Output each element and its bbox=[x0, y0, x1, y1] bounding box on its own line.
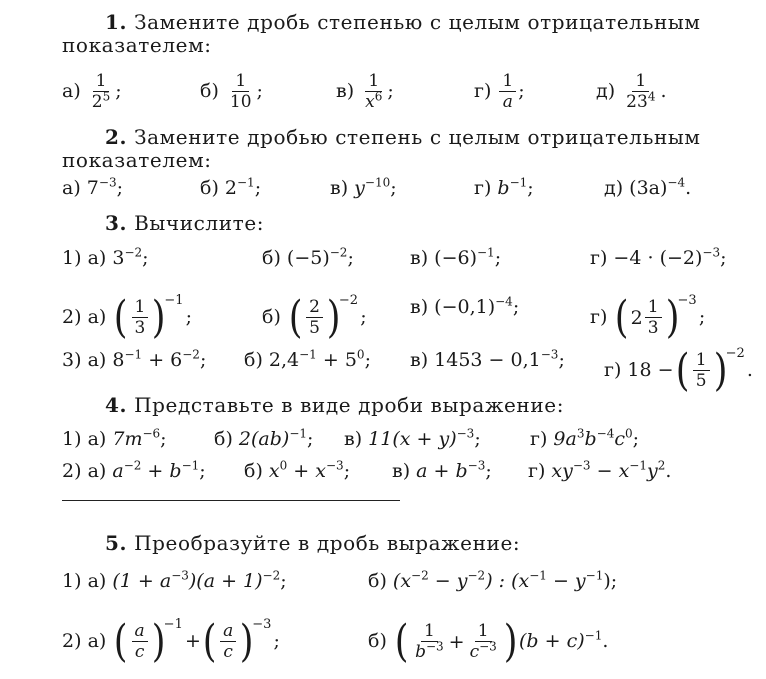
t1-g: г) $\frac{1}{a}$ ; bbox=[474, 71, 525, 112]
t5-r2-a: 2) а) ( a c ) −1 + ( a c ) −3 ; bbox=[62, 616, 280, 667]
t3-r2-b: б) ( 2 5 ) −2 ; bbox=[262, 292, 367, 343]
t3-r3-g: г) 18 − ( 1 5 ) −2 . bbox=[604, 345, 753, 396]
task-4-title: 4. Представьте в виде дроби выражение: bbox=[105, 393, 565, 417]
t3-r1-c: в) $(-6)^{-1}$; bbox=[410, 245, 502, 269]
task-1-title: 1. Замените дробь степенью с целым отрицательным bbox=[105, 10, 701, 34]
t2-a: а) $7^{-3}$; bbox=[62, 175, 123, 199]
t5-r1-a: 1) а) $(1 + a^{-3})(a + 1)^{-2}$; bbox=[62, 568, 287, 592]
t4-r1-c: в) $11(x + y)^{-3}$; bbox=[344, 426, 481, 450]
t2-c: в) $y^{-10}$; bbox=[330, 175, 397, 199]
task-1-title-cont: показателем: bbox=[62, 33, 212, 57]
t1-e: д) $\frac{1}{23^4}$ . bbox=[596, 71, 667, 112]
task-2-title: 2. Замените дробью степень с целым отрицательным bbox=[105, 125, 701, 149]
t3-r2-c: в) $(-0,1)^{-4}$; bbox=[410, 294, 520, 318]
t5-r1-b: б) $(x^{-2} - y^{-2})$ : $(x^{-1} - y^{-1})$; bbox=[368, 568, 618, 592]
t1-a: а) $\frac{1}{2^5}$ ; bbox=[62, 71, 122, 112]
t2-g: г) $b^{-1}$; bbox=[474, 175, 534, 199]
t3-r2-a: 2) а) ( 1 3 ) −1 ; bbox=[62, 292, 193, 343]
t5-r2-b: б) ( 1 $b^{-3}$ + $\frac{1}{c^{-3}}$ ) $(b + c)^{-1}$. bbox=[368, 616, 609, 667]
task-5-title: 5. Преобразуйте в дробь выражение: bbox=[105, 531, 521, 555]
t2-d: д) $(3a)^{-4}$. bbox=[604, 175, 692, 199]
t3-r3-c: в) $1453 - 0,1^{-3}$; bbox=[410, 347, 565, 371]
t3-r1-b: б) $(-5)^{-2}$; bbox=[262, 245, 354, 269]
divider-line bbox=[62, 500, 400, 501]
t4-r1-a: 1) а) $7m^{-6}$; bbox=[62, 426, 167, 450]
t4-r2-b: б) $x^0 + x^{-3}$; bbox=[244, 458, 351, 482]
t4-r1-g: г) $9a^3b^{-4}c^0$; bbox=[530, 426, 640, 450]
t3-r3-b: б) $2,4^{-1} + 5^0$; bbox=[244, 347, 371, 371]
t4-r2-c: в) $a + b^{-3}$; bbox=[392, 458, 492, 482]
task-3-title: 3. Вычислите: bbox=[105, 211, 265, 235]
t3-r2-g: г) ( 2 1 3 ) −3 ; bbox=[590, 292, 706, 343]
t1-c: в) $\frac{1}{x^6}$ ; bbox=[336, 71, 394, 112]
t3-r1-g: $г) -4 \cdot (-2)^{-3}$; bbox=[590, 245, 727, 269]
t1-b: б) $\frac{1}{10}$ ; bbox=[200, 71, 263, 112]
t2-b: б) $2^{-1}$; bbox=[200, 175, 262, 199]
t4-r2-a: 2) а) $a^{-2} + b^{-1}$; bbox=[62, 458, 206, 482]
task-2-title-cont: показателем: bbox=[62, 148, 212, 172]
t4-r1-b: б) 2(ab)$^{-1}$; bbox=[214, 426, 314, 450]
t3-r3-a: 3) а) $8^{-1} + 6^{-2}$; bbox=[62, 347, 207, 371]
t3-r1-a: 1) а) $3^{-2}$; bbox=[62, 245, 149, 269]
t4-r2-g: г) $xy^{-3} - x^{-1}y^2$. bbox=[528, 458, 672, 482]
